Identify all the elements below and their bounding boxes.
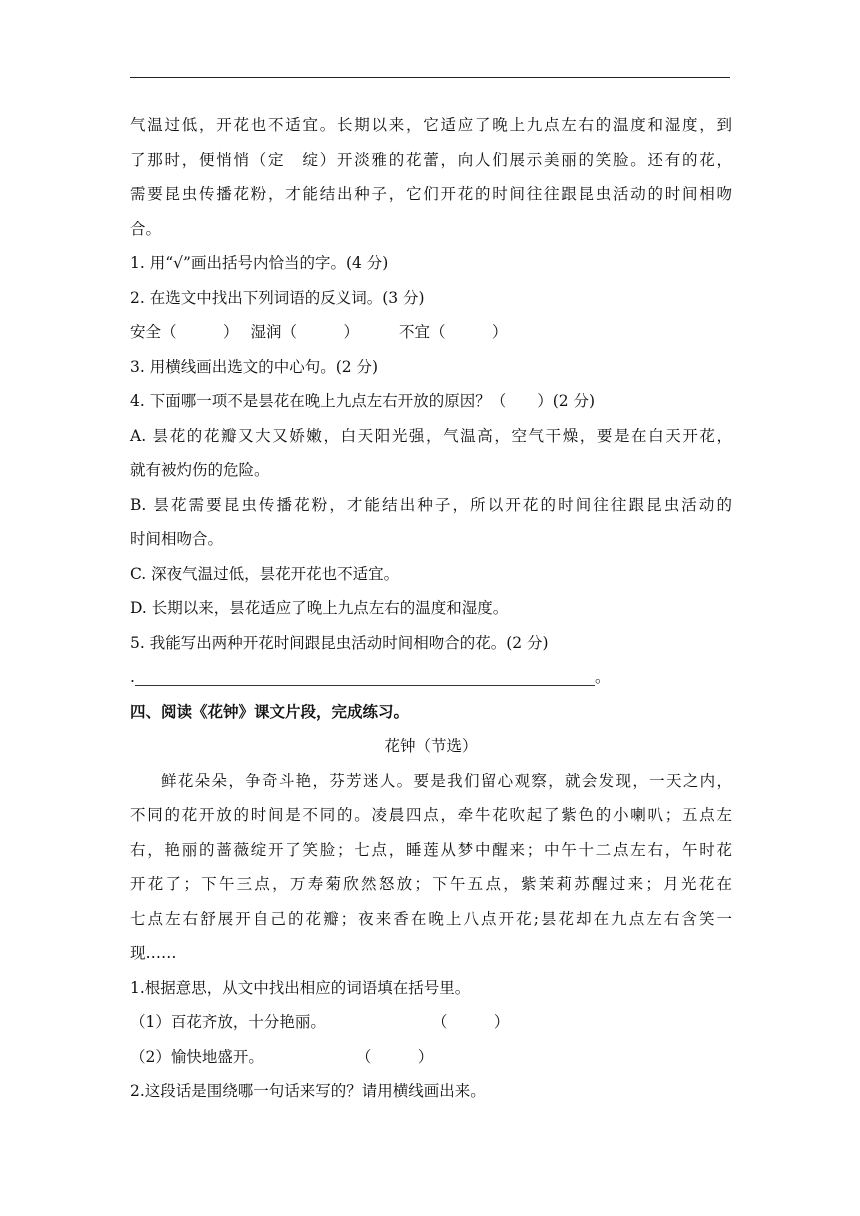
passage-line: 鲜花朵朵，争奇斗艳，芬芳迷人。要是我们留心观察，就会发现，一天之内， — [161, 771, 732, 790]
question-1: 1. 用“√”画出括号内恰当的字。(4 分) — [130, 254, 389, 272]
paragraph-line: 需要昆虫传播花粉，才能结出种子，它们开花的时间往往跟昆虫活动的时间相吻 — [130, 185, 732, 203]
answer-blank-line — [130, 660, 732, 695]
section-4-question-2: 2.这段话是围绕哪一句话来写的？请用横线画出来。 — [130, 1082, 486, 1100]
question-3: 3. 用横线画出选文的中心句。(2 分) — [130, 357, 379, 376]
question-4: 4. 下面哪一项不是昙花在晚上九点左右开放的原因？（ ）(2 分) — [130, 392, 596, 410]
passage-line: 七点左右舒展开自己的花瓣；夜来香在晚上八点开花;昙花却在九点左右含笑一 — [130, 909, 732, 928]
passage-line: 开花了；下午三点，万寿菊欣然怒放；下午五点，紫茉莉苏醒过来；月光花在 — [130, 875, 732, 893]
top-paragraph — [130, 108, 732, 246]
passage-title: 花钟（节选） — [384, 737, 478, 755]
question-2-items — [130, 315, 732, 350]
paragraph-line: 合。 — [130, 219, 162, 238]
question-5: 5. 我能写出两种开花时间跟昆虫活动时间相吻合的花。(2 分) — [130, 633, 549, 652]
blank-end-mark: 。 — [594, 668, 611, 686]
option-b-line-1: B. 昙花需要昆虫传播花粉，才能结出种子，所以开花的时间往往跟昆虫活动的 — [130, 495, 732, 514]
worksheet-page — [130, 108, 732, 1109]
option-a-line-1: A. 昙花的花瓣又大又娇嫩，白天阳光强，气温高，空气干燥，要是在白天开花， — [130, 426, 732, 445]
option-d: D. 长期以来，昙花适应了晚上九点左右的温度和湿度。 — [130, 599, 509, 617]
section-4-question-1a — [130, 1005, 732, 1040]
passage-line: 现…… — [130, 944, 177, 962]
section-4-question-1b — [130, 1040, 732, 1075]
option-a-line-2: 就有被灼伤的危险。 — [130, 461, 270, 479]
question-2: 2. 在选文中找出下列词语的反义词。(3 分) — [130, 288, 425, 307]
blank-lead-dot: . — [130, 668, 135, 686]
option-b-line-2: 时间相吻合。 — [130, 530, 224, 548]
section-4-heading: 四、阅读《花钟》课文片段，完成练习。 — [130, 701, 410, 721]
paragraph-line: 气温过低，开花也不适宜。长期以来，它适应了晚上九点左右的温度和湿度，到 — [130, 116, 732, 134]
item-1-label: （1）百花齐放，十分艳丽。 — [130, 1013, 326, 1031]
header-rule — [130, 77, 730, 78]
item-1-paren: （ ） — [431, 1013, 510, 1031]
paragraph-line: 了那时，便悄悄（定 绽）开淡雅的花蕾，向人们展示美丽的笑脸。还有的花， — [130, 150, 732, 169]
option-c: C. 深夜气温过低，昙花开花也不适宜。 — [130, 564, 400, 583]
passage-line: 不同的花开放的时间是不同的。凌晨四点，牵牛花吹起了紫色的小喇叭；五点左 — [130, 806, 732, 824]
passage-line: 右，艳丽的蔷薇绽开了笑脸；七点，睡莲从梦中醒来；中午十二点左右，午时花 — [130, 840, 732, 859]
item-2-paren: （ ） — [355, 1047, 434, 1066]
answer-blank[interactable] — [135, 671, 595, 686]
item-2-label: （2）愉快地盛开。 — [130, 1047, 264, 1066]
antonym-item-moist: 湿润（ ） — [250, 323, 360, 341]
antonym-item-safe: 安全（ ） — [130, 323, 239, 341]
passage — [130, 764, 732, 971]
antonym-item-unsuitable: 不宜（ ） — [399, 323, 508, 341]
section-4-question-1: 1.根据意思，从文中找出相应的词语填在括号里。 — [130, 978, 471, 997]
